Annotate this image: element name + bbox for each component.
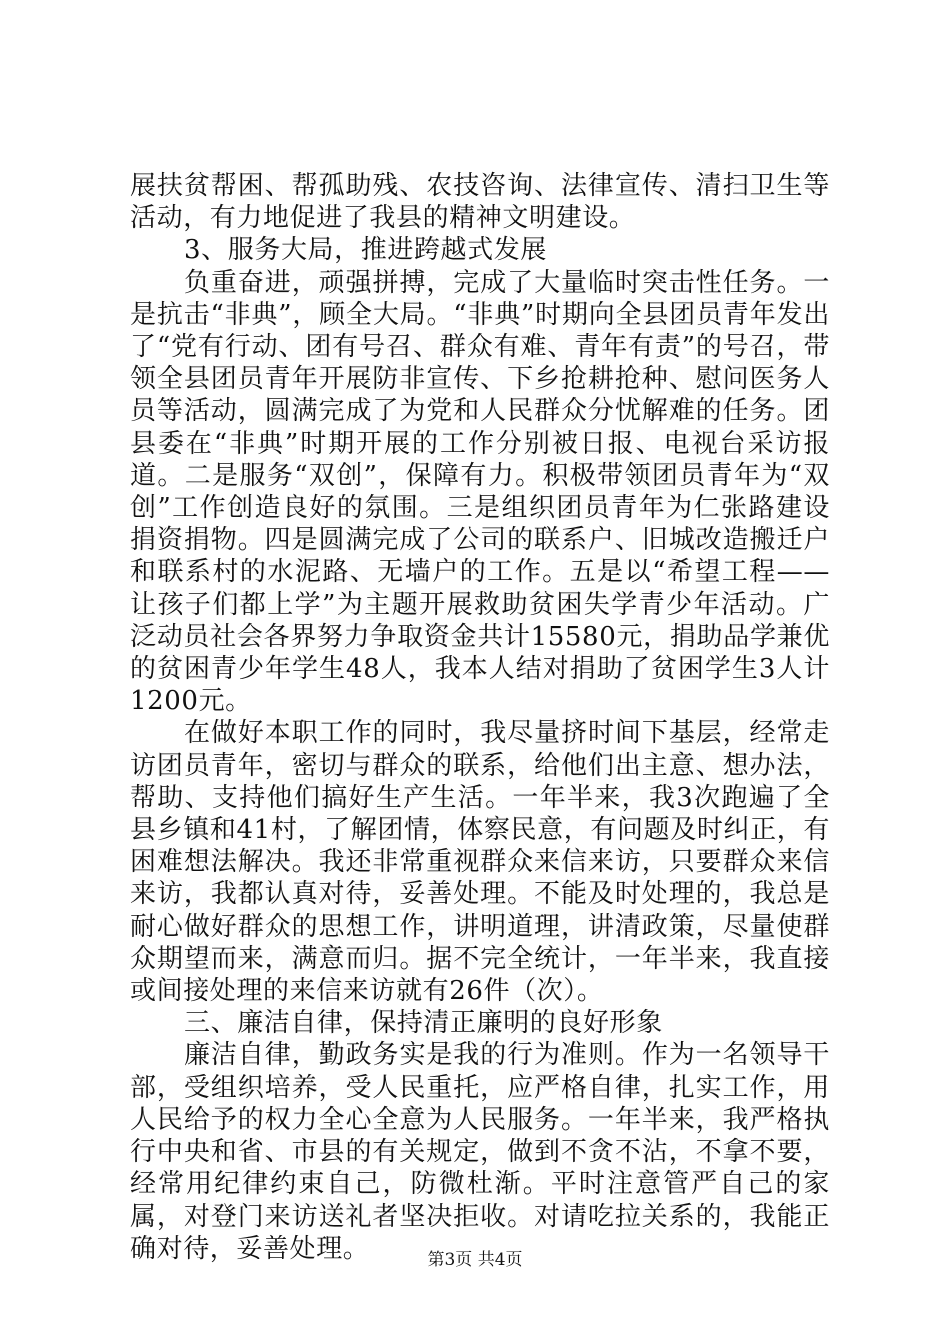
document-body bbox=[130, 170, 830, 1265]
paragraph-tasks: 负重奋进，顽强拼搏，完成了大量临时突击性任务。一是抗击“非典”，顾全大局。“非典”时期向全县团员青年发出了“党有行动、团有号召、群众有难、青年有责”的号召，带领全县团员青年开展防非宣传、下乡抢耕抢种、慰问医务人员等活动，圆满完成了为党和人民群众分忧解难的任务。团县委在“非典”时期开展的工作分别被日报、电视台采访报道。二是服务“双创”，保障有力。积极带领团员青年为“双创”工作创造良好的氛围。三是组织团员青年为仁张路建设捐资捐物。四是圆满完成了公司的联系户、旧城改造搬迁户和联系村的水泥路、无墙户的工作。五是以“希望工程——让孩子们都上学”为主题开展救助贫困失学青少年活动。广泛动员社会各界努力争取资金共计15580元，捐助品学兼优的贫困青少年学生48人，我本人结对捐助了贫困学生3人计1200元。 bbox=[130, 267, 830, 717]
paragraph-integrity: 廉洁自律，勤政务实是我的行为准则。作为一名领导干部，受组织培养，受人民重托，应严格自律，扎实工作，用人民给予的权力全心全意为人民服务。一年半来，我严格执行中央和省、市县的有关规定，做到不贪不沾，不拿不要，经常用纪律约束自己，防微杜渐。平时注意管严自己的家属，对登门来访送礼者坚决拒收。对请吃拉关系的，我能正确对待，妥善处理。 bbox=[130, 1040, 830, 1264]
section-heading-service: 3、服务大局，推进跨越式发展 bbox=[184, 235, 547, 266]
page-total: 共4页 bbox=[477, 1250, 523, 1270]
page-number: 第3页 bbox=[427, 1250, 473, 1270]
section-heading-integrity: 三、廉洁自律，保持清正廉明的良好形象 bbox=[184, 1008, 663, 1039]
paragraph-grassroots: 在做好本职工作的同时，我尽量挤时间下基层，经常走访团员青年，密切与群众的联系，给他们出主意、想办法，帮助、支持他们搞好生产生活。一年半来，我3次跑遍了全县乡镇和41村，了解团情，体察民意，有问题及时纠正，有困难想法解决。我还非常重视群众来信来访，只要群众来信来访，我都认真对待，妥善处理。不能及时处理的，我总是耐心做好群众的思想工作，讲明道理，讲清政策，尽量使群众期望而来，满意而归。据不完全统计，一年半来，我直接或间接处理的来信来访就有26件（次）。 bbox=[130, 718, 830, 1007]
paragraph-continuation: 展扶贫帮困、帮孤助残、农技咨询、法律宣传、清扫卫生等活动，有力地促进了我县的精神文明建设。 bbox=[130, 171, 830, 234]
page-footer bbox=[0, 1245, 950, 1270]
